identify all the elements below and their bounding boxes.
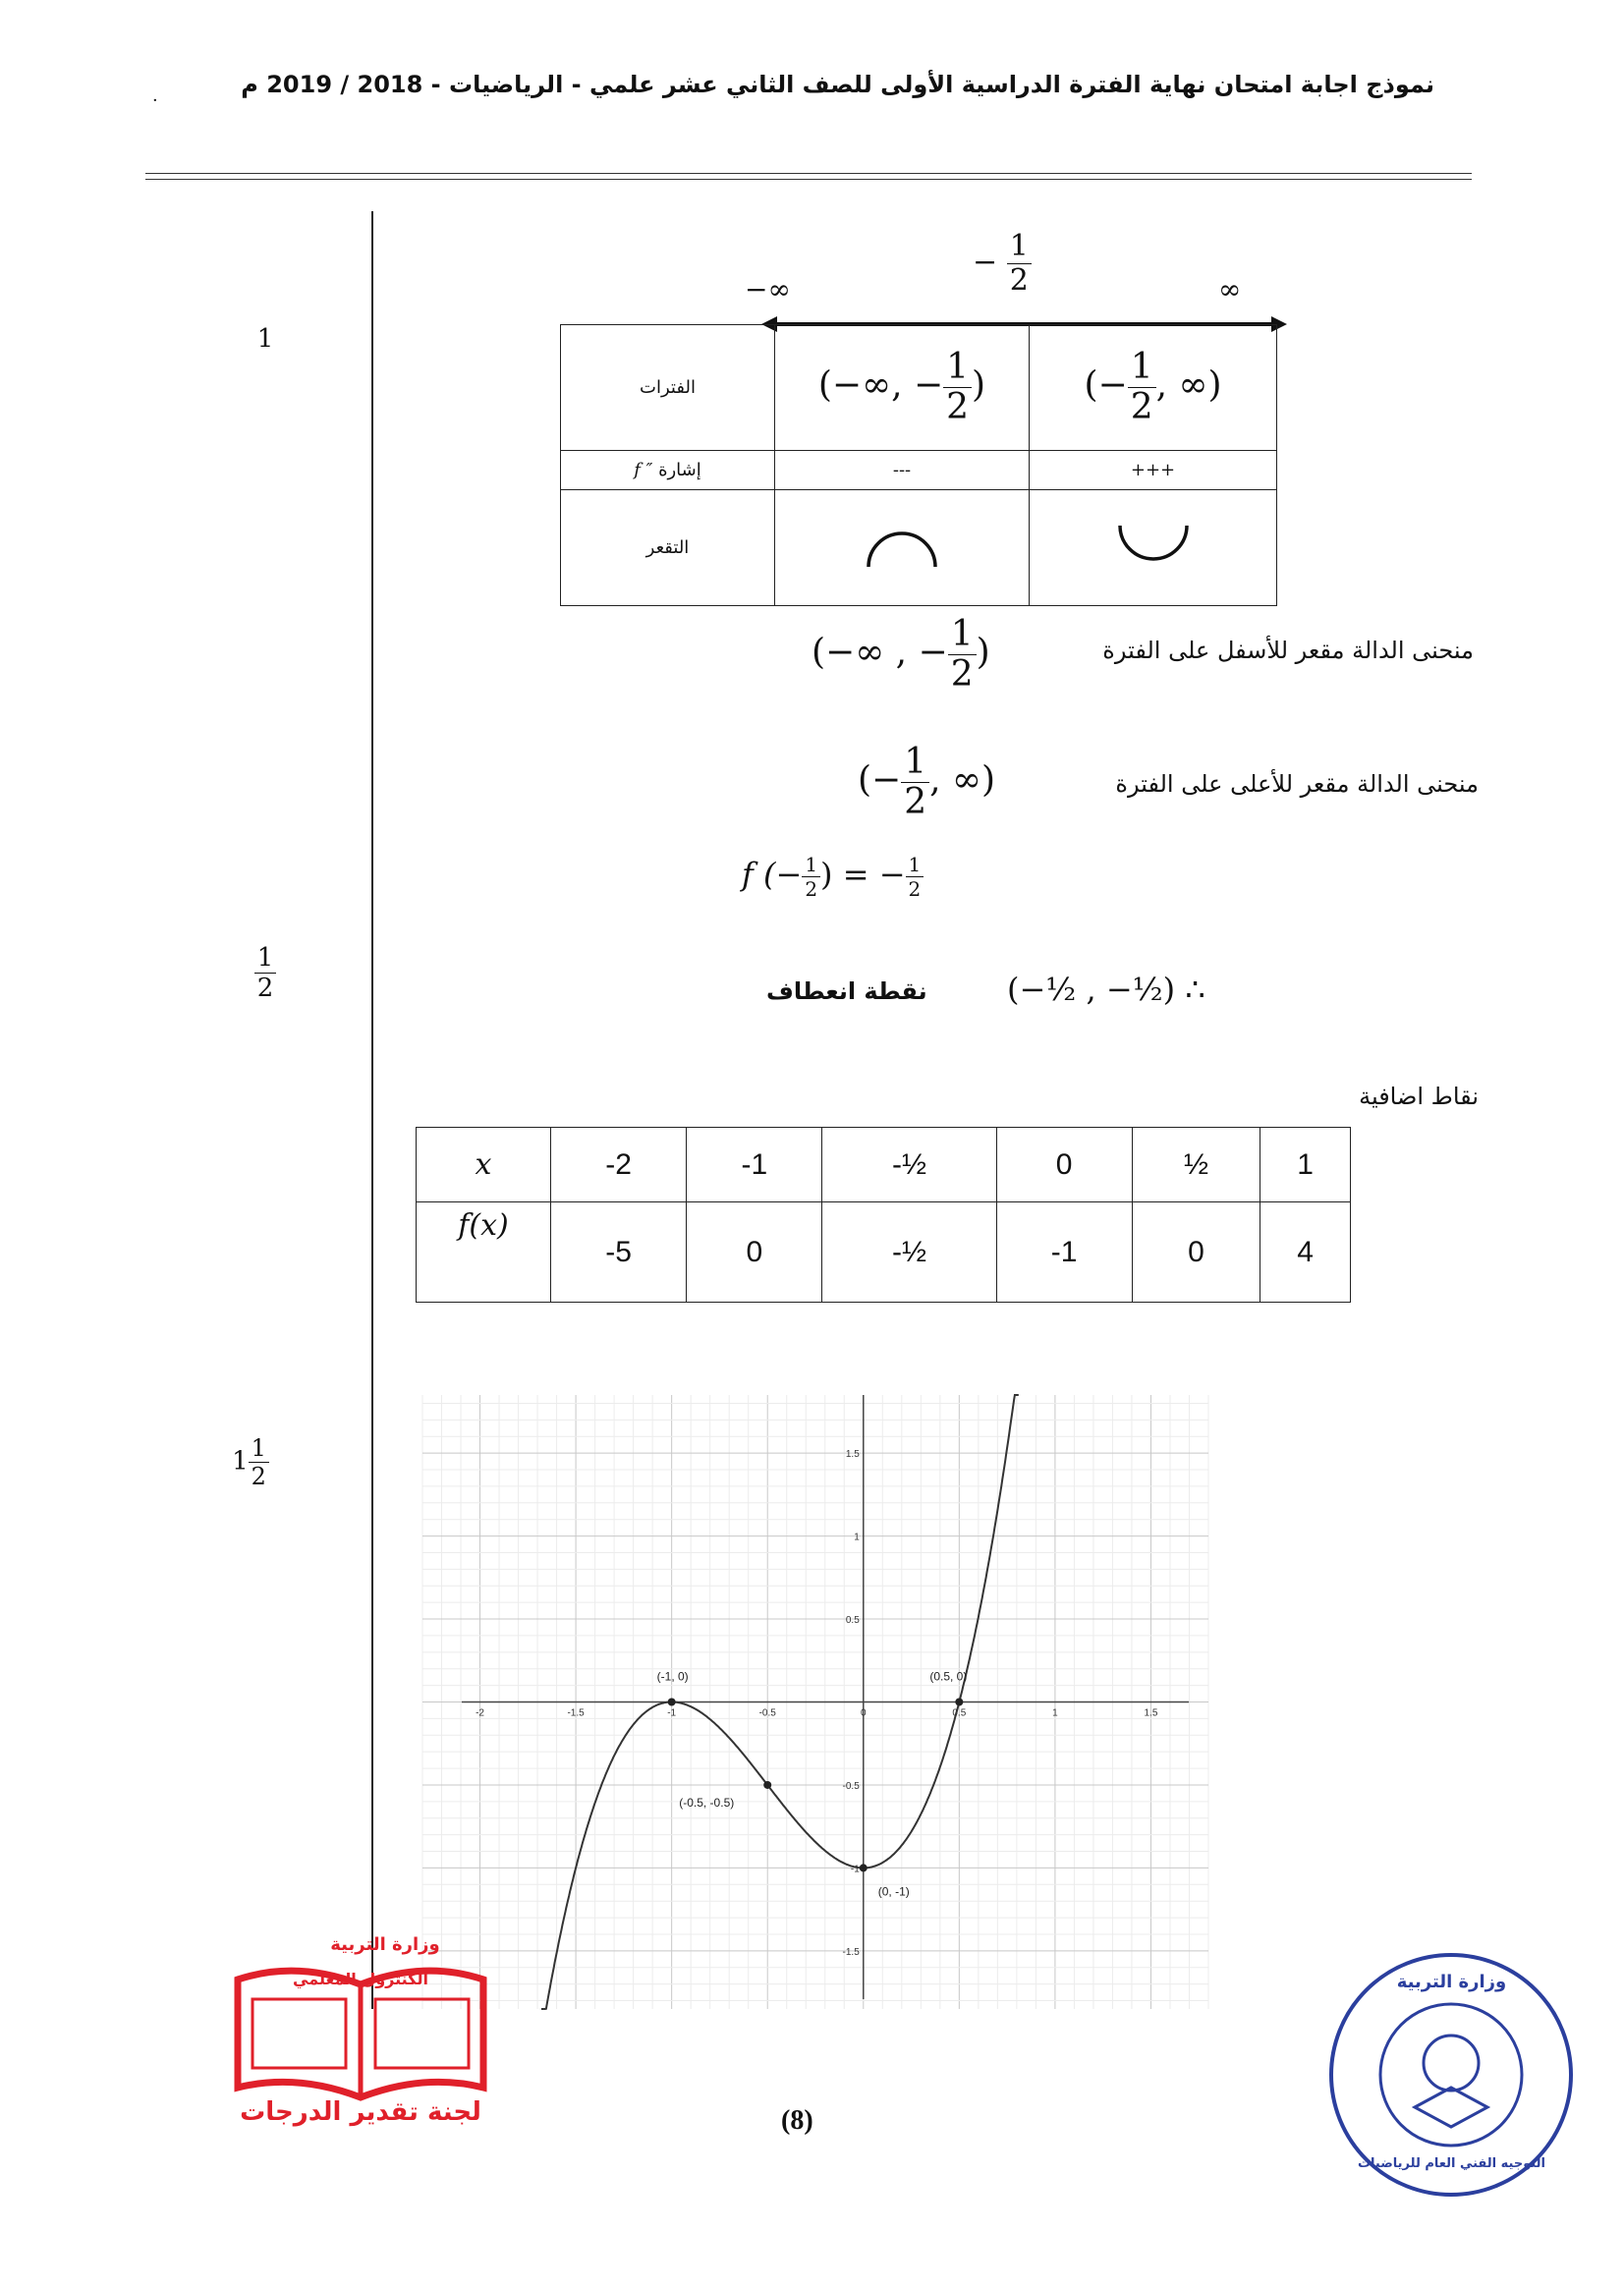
y-tick-label: -1.5 xyxy=(842,1946,860,1958)
cu-num: 1 xyxy=(901,745,929,783)
f-value: 0 xyxy=(687,1202,822,1303)
row-sign-label xyxy=(561,451,775,490)
mark-frac-den: 2 xyxy=(251,1463,266,1490)
values-table xyxy=(416,1127,1351,1303)
inflection-point xyxy=(1007,971,1205,1008)
concave-down-interval xyxy=(812,614,990,695)
x-value: -½ xyxy=(822,1128,996,1202)
row-sign-text: إشارة xyxy=(658,460,701,480)
red-stamp-top: وزارة التربية xyxy=(330,1934,440,1955)
concave-up-text: منحنى الدالة مقعر للأعلى على الفترة xyxy=(1115,770,1479,798)
x-value: ½ xyxy=(1132,1128,1260,1202)
f-value-rden: 2 xyxy=(908,877,922,901)
x-tick-label: 1 xyxy=(1052,1707,1058,1719)
f-value: -½ xyxy=(822,1202,996,1303)
therefore-icon: ∴ xyxy=(1185,971,1205,1008)
concave-down-cell xyxy=(775,490,1030,606)
concave-up-line xyxy=(688,770,1479,798)
page-header: نموذج اجابة امتحان نهاية الفترة الدراسية الأولى للصف الثاني عشر علمي - الرياضيات - 2018 / 2019 م xyxy=(241,71,1434,98)
y-tick-label: -1 xyxy=(850,1864,860,1875)
blue-stamp-top: وزارة التربية xyxy=(1396,1972,1507,1992)
labeled-point xyxy=(763,1781,771,1789)
header-dot-icon: · xyxy=(152,90,158,111)
y-tick-label: -0.5 xyxy=(842,1780,860,1792)
inflection-point-value: (−½ , −½) xyxy=(1007,971,1176,1008)
values-row-fx xyxy=(417,1202,1351,1303)
f-value-den: 2 xyxy=(805,877,818,901)
mark-half-den: 2 xyxy=(256,974,274,1003)
function-graph xyxy=(413,1385,1218,2019)
number-line-mid-den: 2 xyxy=(1009,263,1029,298)
concave-down-line xyxy=(688,637,1474,664)
x-tick-label: -1.5 xyxy=(567,1707,585,1719)
f-value: 0 xyxy=(1132,1202,1260,1303)
point-label: (0.5, 0) xyxy=(929,1669,968,1684)
interval-2 xyxy=(1030,325,1277,451)
red-stamp-bottom: لجنة تقدير الدرجات xyxy=(240,2097,481,2127)
cd-close: ) xyxy=(976,632,990,673)
interval-2-num: 1 xyxy=(1128,350,1156,388)
x-value: 0 xyxy=(996,1128,1132,1202)
cu-close: , ∞) xyxy=(929,759,996,801)
f-value-equation xyxy=(742,855,924,899)
red-stamp xyxy=(228,1934,493,2137)
mark-whole: 1 xyxy=(232,1446,249,1477)
f-value: -1 xyxy=(996,1202,1132,1303)
x-tick-label: 0 xyxy=(860,1707,867,1719)
values-row-x xyxy=(417,1128,1351,1202)
interval-2-close: , ∞) xyxy=(1155,364,1222,406)
header-rule-top xyxy=(145,173,1472,174)
sign-positive: +++ xyxy=(1030,451,1277,490)
row-concavity-label: التقعر xyxy=(561,490,775,606)
number-line-right: ∞ xyxy=(1218,273,1242,306)
x-tick-label: -2 xyxy=(476,1707,484,1719)
y-tick-label: 1.5 xyxy=(845,1449,860,1461)
interval-1-den: 2 xyxy=(946,387,970,427)
mark-half-num: 1 xyxy=(254,945,277,974)
mark-half xyxy=(236,945,295,1001)
cu-open: (− xyxy=(858,759,902,801)
labeled-point xyxy=(668,1699,676,1706)
sign-table xyxy=(560,324,1277,606)
f-value-lhs: f (− xyxy=(742,856,803,893)
interval-2-open: (− xyxy=(1084,364,1128,406)
number-line-left: −∞ xyxy=(745,273,791,306)
concave-up-cell xyxy=(1030,490,1277,606)
cd-num: 1 xyxy=(948,617,977,655)
x-tick-label: -1 xyxy=(667,1707,677,1719)
interval-1-num: 1 xyxy=(943,350,972,388)
red-stamp-middle: الكنترول المعلمي xyxy=(293,1970,428,1988)
row-sign-symbol: f ″ xyxy=(634,460,653,480)
concave-up-interval xyxy=(858,742,996,822)
x-value: -1 xyxy=(687,1128,822,1202)
interval-1-close: ) xyxy=(972,364,986,406)
sign-negative: --- xyxy=(775,451,1030,490)
number-line-mid xyxy=(973,229,1032,298)
labeled-point xyxy=(955,1699,963,1706)
x-value: 1 xyxy=(1260,1128,1351,1202)
concave-down-icon xyxy=(863,522,941,571)
x-tick-label: 1.5 xyxy=(1144,1707,1158,1719)
labeled-point xyxy=(860,1864,868,1871)
y-tick-label: 1 xyxy=(854,1532,860,1543)
interval-1-open: (−∞, − xyxy=(817,364,944,406)
mark-1: 1 xyxy=(256,324,274,354)
x-tick-label: 0.5 xyxy=(952,1707,967,1719)
inflection-label: نقطة انعطاف xyxy=(766,977,927,1005)
cu-den: 2 xyxy=(904,782,927,822)
number-line-mid-num: 1 xyxy=(1007,232,1032,264)
cd-den: 2 xyxy=(950,654,974,695)
y-tick-label: 0.5 xyxy=(845,1615,860,1627)
extra-points-title: نقاط اضافية xyxy=(1359,1083,1479,1110)
x-label: x xyxy=(417,1128,551,1202)
cd-open: (−∞ , − xyxy=(812,632,948,673)
mark-frac-num: 1 xyxy=(249,1436,269,1463)
f-value: 4 xyxy=(1260,1202,1351,1303)
f-value-rnum: 1 xyxy=(906,855,924,877)
x-tick-label: -0.5 xyxy=(758,1707,776,1719)
blue-stamp xyxy=(1326,1950,1577,2201)
interval-2-den: 2 xyxy=(1130,387,1153,427)
f-value-mid: ) = − xyxy=(820,856,906,893)
point-label: (-0.5, -0.5) xyxy=(679,1795,735,1810)
point-label: (0, -1) xyxy=(877,1884,910,1899)
x-value: -2 xyxy=(551,1128,687,1202)
interval-1 xyxy=(775,325,1030,451)
point-label: (-1, 0) xyxy=(656,1669,689,1684)
number-line-mid-sign: − xyxy=(973,245,998,280)
header-rule-bottom xyxy=(145,179,1472,180)
blue-stamp-bottom: التوجيه الفني العام للرياضيات xyxy=(1357,2156,1546,2171)
concave-up-icon xyxy=(1114,522,1193,571)
f-value: -5 xyxy=(551,1202,687,1303)
concave-down-text: منحنى الدالة مقعر للأسفل على الفترة xyxy=(1102,637,1474,664)
page-number: (8) xyxy=(781,2105,813,2136)
marks-divider xyxy=(371,211,373,2009)
fx-label: f(x) xyxy=(417,1202,551,1303)
f-value-num: 1 xyxy=(802,855,820,877)
mark-one-and-half xyxy=(221,1436,280,1488)
row-intervals-label: الفترات xyxy=(561,325,775,451)
